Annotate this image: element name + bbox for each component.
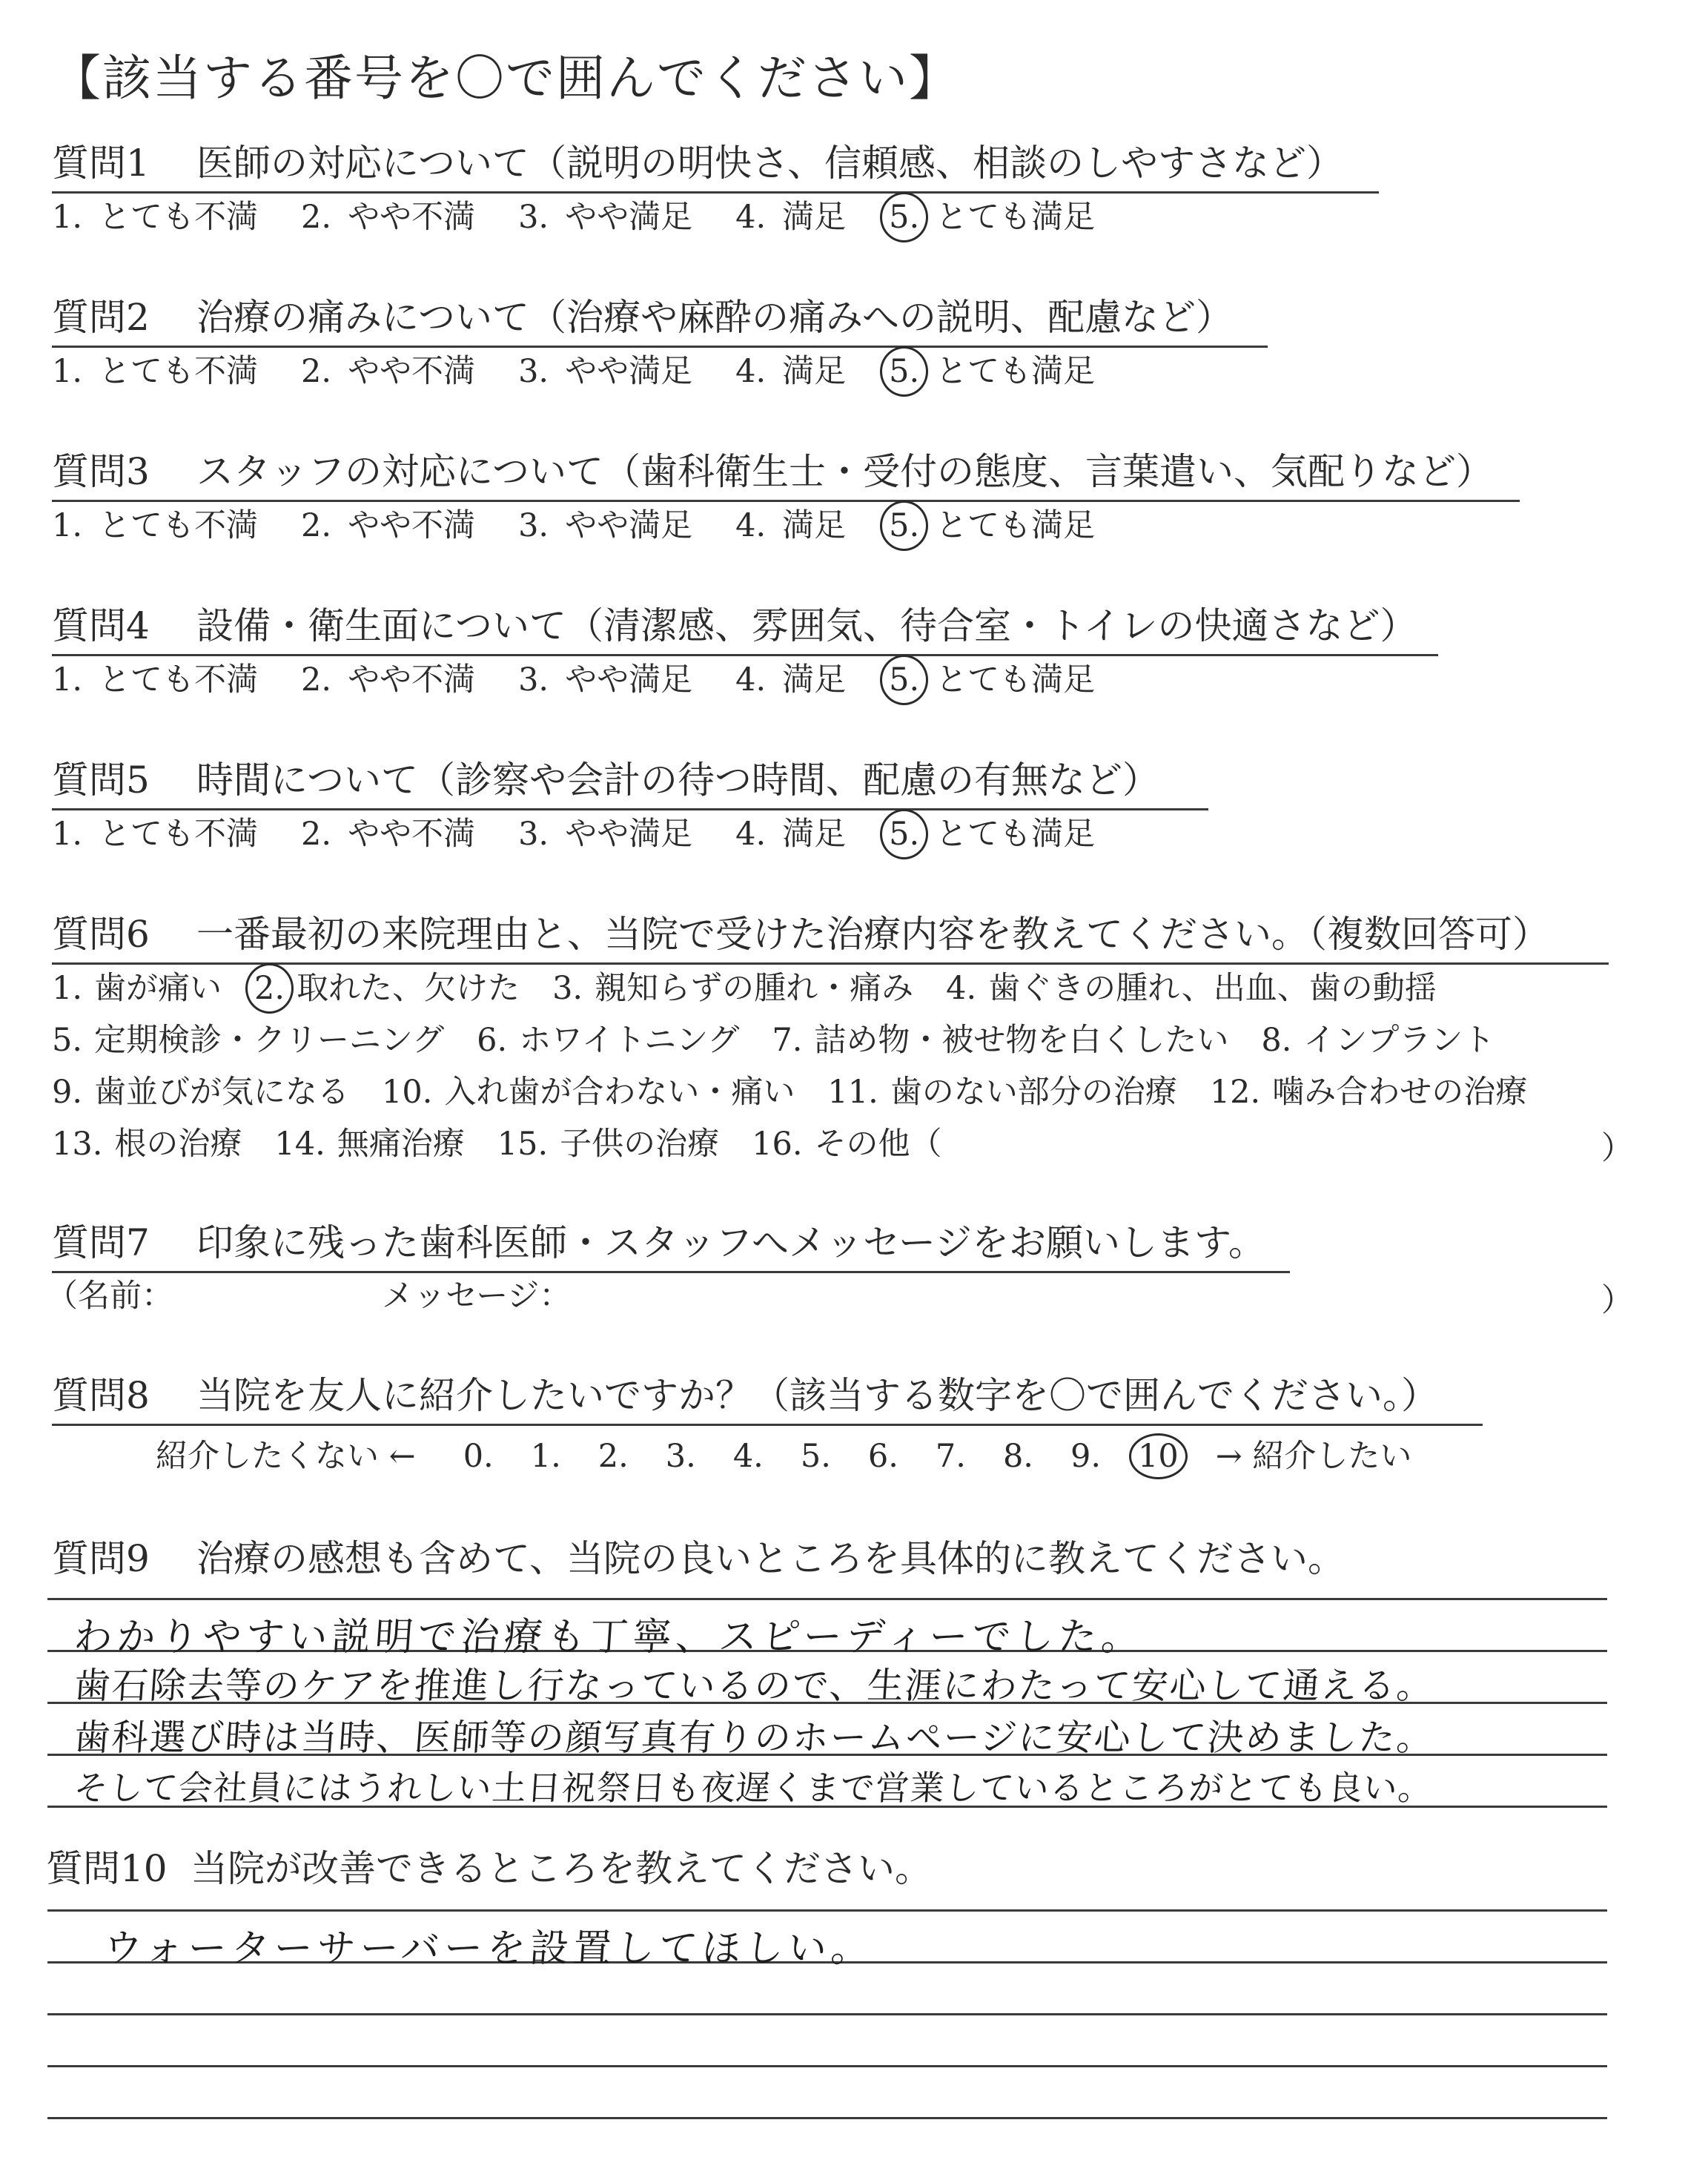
scale-right-label: → 紹介したい [1215,1438,1412,1475]
option-label: 定期検診・クリーニング [94,1022,445,1059]
treatment-option[interactable] [497,1123,719,1165]
option-number: 4. [735,816,767,853]
option-label: やや満足 [565,199,693,236]
scale-number[interactable]: 2. [598,1438,629,1475]
option-number: 1. [52,970,83,1007]
option-label: やや不満 [348,816,476,853]
circled-option-number: 2. [254,968,285,1009]
option-number: 11. [827,1074,878,1111]
question-3-options [52,505,1138,546]
treatment-option[interactable] [254,968,520,1009]
satisfaction-option[interactable] [52,196,258,238]
satisfaction-option[interactable] [518,659,692,701]
question-6-row [52,1020,1560,1061]
option-label: 満足 [782,353,847,390]
satisfaction-option[interactable] [735,196,846,238]
question-7-name-label: （名前： [46,1278,173,1315]
option-number: 13. [52,1126,103,1163]
option-number: 3. [552,970,583,1007]
option-number: 3. [518,353,549,390]
option-label: 歯ぐきの腫れ、出血、歯の動揺 [988,970,1437,1007]
scale-number[interactable]: 0. [463,1438,494,1475]
option-number: 15. [497,1126,549,1163]
option-label: やや不満 [348,661,476,698]
option-number: 1. [52,507,83,544]
scale-number[interactable]: 3. [665,1438,696,1475]
option-label: とても不満 [99,661,259,698]
option-number: 3. [518,507,549,544]
scale-number[interactable]: 1. [530,1438,561,1475]
option-label: 入れ歯が合わない・痛い [444,1074,795,1111]
option-number: 8. [1261,1022,1292,1059]
treatment-option[interactable] [274,1123,464,1165]
satisfaction-option[interactable] [735,659,846,701]
option-number: 1. [52,353,83,390]
option-label: その他（ [814,1126,942,1163]
scale-number[interactable]: 6. [867,1438,898,1475]
option-number: 2. [301,199,332,236]
treatment-option[interactable] [827,1071,1176,1113]
scale-number[interactable]: 9. [1070,1438,1102,1475]
question-10-heading [46,1846,932,1897]
option-number: 4. [735,353,767,390]
option-label: 取れた、欠けた [297,970,520,1007]
question-9-answer-line-1: わかりやすい説明で治療も丁寧、スピーディーでした。 [72,1615,1146,1659]
treatment-option[interactable] [752,1123,941,1165]
option-label: やや満足 [565,816,693,853]
option-label: とても不満 [99,353,259,390]
satisfaction-option[interactable] [301,813,475,855]
option-number: 1. [52,816,83,853]
treatment-option[interactable] [946,968,1437,1009]
page-title: 【該当する番号を〇で囲んでください】 [52,50,959,107]
treatment-option[interactable] [52,1123,242,1165]
question-7-text: 印象に残った歯科医師・スタッフへメッセージをお願いします。 [196,1221,1265,1264]
question-7-close-paren: ） [1601,1282,1633,1319]
question-3-number: 質問3 [52,450,150,493]
option-label: 歯が痛い [94,970,222,1007]
scale-number[interactable]: 4. [732,1438,764,1475]
option-label: 満足 [782,199,847,236]
answer-line [47,1909,1607,1912]
treatment-option[interactable] [52,1071,349,1113]
question-9-number: 質問9 [52,1537,150,1580]
option-label: とても満足 [936,507,1096,544]
option-label: やや満足 [565,661,693,698]
option-label: 無痛治療 [337,1126,465,1163]
option-number: 2. [301,816,332,853]
option-number: 3. [518,816,549,853]
question-8-heading [52,1373,1483,1426]
question-2-text: 治療の痛みについて（治療や麻酔の痛みへの説明、配慮など） [196,296,1233,339]
treatment-option[interactable] [772,1020,1228,1061]
question-7-message-label: メッセージ： [382,1278,572,1315]
question-2-options [52,351,1138,392]
satisfaction-option[interactable] [301,196,475,238]
option-label: とても満足 [936,816,1096,853]
option-number: 4. [735,199,767,236]
question-4-text: 設備・衛生面について（清潔感、雰囲気、待合室・トイレの快適さなど） [196,604,1417,647]
option-label: 満足 [782,507,847,544]
circled-scale-number[interactable]: 10 [1138,1438,1179,1475]
satisfaction-option[interactable] [52,505,258,546]
satisfaction-option[interactable] [518,351,692,392]
question-9-answer-line-3: 歯科選び時は当時、医師等の顔写真有りのホームページに安心して決めました。 [72,1717,1436,1759]
option-number: 3. [518,199,549,236]
option-label: 親知らずの腫れ・痛み [595,970,914,1007]
option-number: 12. [1209,1074,1261,1111]
satisfaction-option[interactable] [301,659,475,701]
question-8-number: 質問8 [52,1374,150,1417]
question-4-options [52,659,1138,701]
scale-left-label: 紹介したくない ← [156,1438,416,1475]
question-9-answer-line-4: そして会社員にはうれしい土日祝祭日も夜遅くまで営業しているところがとても良い。 [72,1768,1434,1808]
treatment-option[interactable] [52,968,222,1009]
question-1-heading [52,141,1379,194]
question-3-text: スタッフの対応について（歯科衛生士・受付の態度、言葉遣い、気配りなど） [196,450,1493,493]
option-label: やや不満 [348,353,476,390]
option-label: 満足 [782,816,847,853]
answer-line [47,1598,1607,1600]
satisfaction-option[interactable] [52,659,258,701]
question-6-close-paren: ） [1601,1130,1633,1167]
option-number: 14. [274,1126,325,1163]
option-label: やや満足 [565,507,693,544]
satisfaction-option[interactable] [889,351,1095,392]
satisfaction-option[interactable] [52,813,258,855]
satisfaction-option[interactable] [518,505,692,546]
option-label: 満足 [782,661,847,698]
question-7-heading [52,1221,1290,1273]
treatment-option[interactable] [52,1020,444,1061]
option-label: ホワイトニング [519,1022,740,1059]
option-number: 1. [52,661,83,698]
option-number: 10. [382,1074,433,1111]
question-5-text: 時間について（診察や会計の待つ時間、配慮の有無など） [196,759,1159,802]
circled-option-number: 5. [889,813,919,855]
question-10-answer-line-1: ウォーターサーバーを設置してほしい。 [102,1926,876,1971]
question-5-options [52,813,1138,855]
option-number: 1. [52,199,83,236]
option-label: 子供の治療 [560,1126,720,1163]
satisfaction-option[interactable] [889,813,1095,855]
question-2-number: 質問2 [52,296,150,339]
option-number: 2. [301,507,332,544]
option-label: とても不満 [99,507,259,544]
question-8-scale [156,1431,1449,1476]
circled-option-number: 5. [889,659,919,701]
satisfaction-option[interactable] [889,196,1095,238]
question-1-options [52,196,1138,238]
question-8-text: 当院を友人に紹介したいですか？（該当する数字を〇で囲んでください。） [196,1374,1438,1417]
option-label: インプラント [1303,1022,1495,1059]
circled-option-number: 5. [889,351,919,392]
question-5-heading [52,758,1208,810]
option-number: 4. [735,507,767,544]
question-6-row [52,1071,1560,1113]
question-6-heading [52,912,1609,965]
option-number: 2. [301,661,332,698]
question-5-number: 質問5 [52,759,150,802]
option-label: とても満足 [936,199,1096,236]
option-label: 詰め物・被せ物を白くしたい [814,1022,1229,1059]
satisfaction-option[interactable] [518,813,692,855]
question-6-text: 一番最初の来院理由と、当院で受けた治療内容を教えてください。（複数回答可） [196,913,1549,956]
option-label: やや不満 [348,507,476,544]
satisfaction-option[interactable] [889,659,1095,701]
option-label: 歯並びが気になる [94,1074,350,1111]
option-number: 5. [52,1022,83,1059]
option-label: とても不満 [99,816,259,853]
answer-line [47,2117,1607,2119]
option-label: 歯のない部分の治療 [890,1074,1177,1111]
question-9-text: 治療の感想も含めて、当院の良いところを具体的に教えてください。 [196,1537,1345,1580]
satisfaction-option[interactable] [52,351,258,392]
question-4-number: 質問4 [52,604,150,647]
satisfaction-option[interactable] [889,505,1095,546]
satisfaction-option[interactable] [735,505,846,546]
circled-option-number: 5. [889,196,919,238]
option-label: とても不満 [99,199,259,236]
question-6-options [52,968,1560,1175]
satisfaction-option[interactable] [301,505,475,546]
treatment-option[interactable] [382,1071,795,1113]
satisfaction-option[interactable] [301,351,475,392]
option-label: とても満足 [936,353,1096,390]
treatment-option[interactable] [1210,1071,1527,1113]
option-label: やや満足 [565,353,693,390]
answer-line [47,2013,1607,2015]
option-number: 16. [752,1126,803,1163]
treatment-option[interactable] [1261,1020,1494,1061]
answer-line [47,2065,1607,2067]
scale-number[interactable]: 7. [935,1438,966,1475]
question-10-number: 質問10 [46,1847,168,1890]
option-label: やや不満 [348,199,476,236]
option-label: とても満足 [936,661,1096,698]
option-label: 根の治療 [114,1126,242,1163]
question-6-number: 質問6 [52,913,150,956]
option-number: 4. [946,970,977,1007]
question-2-heading [52,295,1268,348]
option-number: 9. [52,1074,83,1111]
question-9-heading [52,1536,1345,1587]
option-number: 3. [518,661,549,698]
option-number: 7. [772,1022,803,1059]
option-number: 4. [735,661,767,698]
satisfaction-option[interactable] [518,196,692,238]
question-1-text: 医師の対応について（説明の明快さ、信頼感、相談のしやすさなど） [196,142,1343,185]
option-number: 6. [477,1022,508,1059]
circled-option-number: 5. [889,505,919,546]
treatment-option[interactable] [552,968,913,1009]
question-1-number: 質問1 [52,142,150,185]
satisfaction-option[interactable] [735,813,846,855]
treatment-option[interactable] [477,1020,739,1061]
option-label: 噛み合わせの治療 [1272,1074,1528,1111]
option-number: 2. [301,353,332,390]
question-9-answer-line-2: 歯石除去等のケアを推進し行なっているので、生涯にわたって安心して通える。 [72,1665,1436,1707]
scale-number[interactable]: 5. [800,1438,831,1475]
question-7-number: 質問7 [52,1221,150,1264]
question-10-text: 当院が改善できるところを教えてください。 [191,1847,932,1890]
question-3-heading [52,449,1520,502]
question-4-heading [52,604,1438,656]
question-6-row [52,968,1560,1009]
satisfaction-option[interactable] [735,351,846,392]
scale-number[interactable]: 8. [1002,1438,1033,1475]
question-6-row [52,1123,1560,1165]
